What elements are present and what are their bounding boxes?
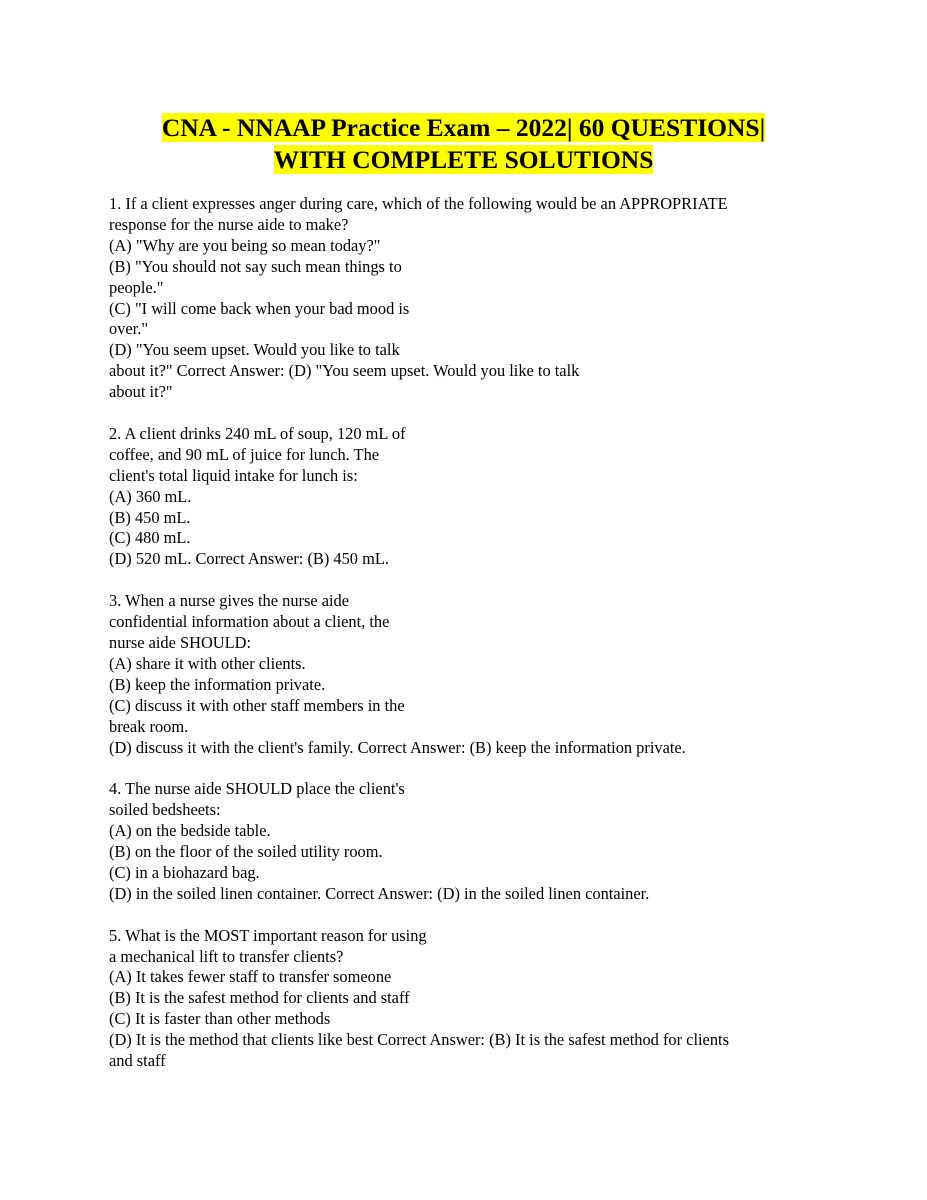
question-text-line: (C) discuss it with other staff members in the (109, 695, 405, 715)
question-text-line: client's total liquid intake for lunch is: (109, 465, 358, 485)
question-text-line: people." (109, 277, 164, 297)
question-text-line: (B) "You should not say such mean things to (109, 256, 402, 276)
question-text-line: (D) It is the method that clients like best Correct Answer: (B) It is the safest method for clients (109, 1030, 729, 1050)
question-text-line: nurse aide SHOULD: (109, 633, 252, 652)
question-text-line: (B) keep the information private. (109, 674, 326, 694)
question-text-line: 5. What is the MOST important reason for using (109, 925, 427, 945)
question-text-line: (B) on the floor of the soiled utility room. (109, 842, 383, 862)
question-text-line: (B) It is the safest method for clients and staff (109, 988, 410, 1008)
question-text-line: soiled bedsheets: (109, 800, 221, 820)
question-text-line: (D) in the soiled linen container. Correct Answer: (D) in the soiled linen container. (109, 883, 650, 903)
question-text-line: response for the nurse aide to make? (109, 214, 349, 234)
question-text-line: (C) 480 mL. (109, 528, 191, 548)
question-text-line: (C) It is faster than other methods (109, 1009, 331, 1029)
question-text-line: a mechanical lift to transfer clients? (109, 946, 344, 966)
question-text-line: 4. The nurse aide SHOULD place the client's (109, 779, 405, 799)
question-4 (109, 779, 829, 904)
question-5 (109, 926, 829, 1072)
question-text-line: over." (109, 319, 149, 339)
question-text-line: (C) "I will come back when your bad mood is (109, 298, 410, 318)
question-text-line: 2. A client drinks 240 mL of soup, 120 mL of (109, 423, 406, 443)
question-text-line: (C) in a biohazard bag. (109, 862, 260, 882)
question-text-line: (A) 360 mL. (109, 486, 192, 506)
question-1 (109, 194, 829, 403)
question-text-line: break room. (109, 716, 189, 736)
question-text-line: (D) "You seem upset. Would you like to talk (109, 340, 400, 360)
question-2 (109, 424, 829, 570)
question-text-line: (A) It takes fewer staff to transfer someone (109, 967, 392, 987)
question-text-line: and staff (109, 1051, 166, 1071)
question-text-line: (A) on the bedside table. (109, 821, 271, 841)
question-list (109, 194, 829, 1093)
title-line-1: CNA - NNAAP Practice Exam – 2022| 60 QUESTIONS| (161, 113, 766, 142)
question-text-line: (B) 450 mL. (109, 507, 191, 527)
title-line-2: WITH COMPLETE SOLUTIONS (273, 145, 654, 174)
question-text-line: (A) share it with other clients. (109, 653, 306, 673)
question-text-line: confidential information about a client, the (109, 612, 390, 632)
question-text-line: 1. If a client expresses anger during care, which of the following would be an APPROPRIATE (109, 194, 728, 213)
question-text-line: 3. When a nurse gives the nurse aide (109, 591, 350, 611)
question-text-line: (D) 520 mL. Correct Answer: (B) 450 mL. (109, 549, 389, 569)
question-3 (109, 591, 829, 758)
question-text-line: about it?" Correct Answer: (D) "You seem upset. Would you like to talk (109, 361, 580, 381)
document-title (0, 112, 927, 176)
question-text-line: (A) "Why are you being so mean today?" (109, 235, 381, 255)
question-text-line: coffee, and 90 mL of juice for lunch. The (109, 444, 380, 464)
question-text-line: (D) discuss it with the client's family. Correct Answer: (B) keep the information private. (109, 737, 686, 757)
question-text-line: about it?" (109, 382, 173, 402)
